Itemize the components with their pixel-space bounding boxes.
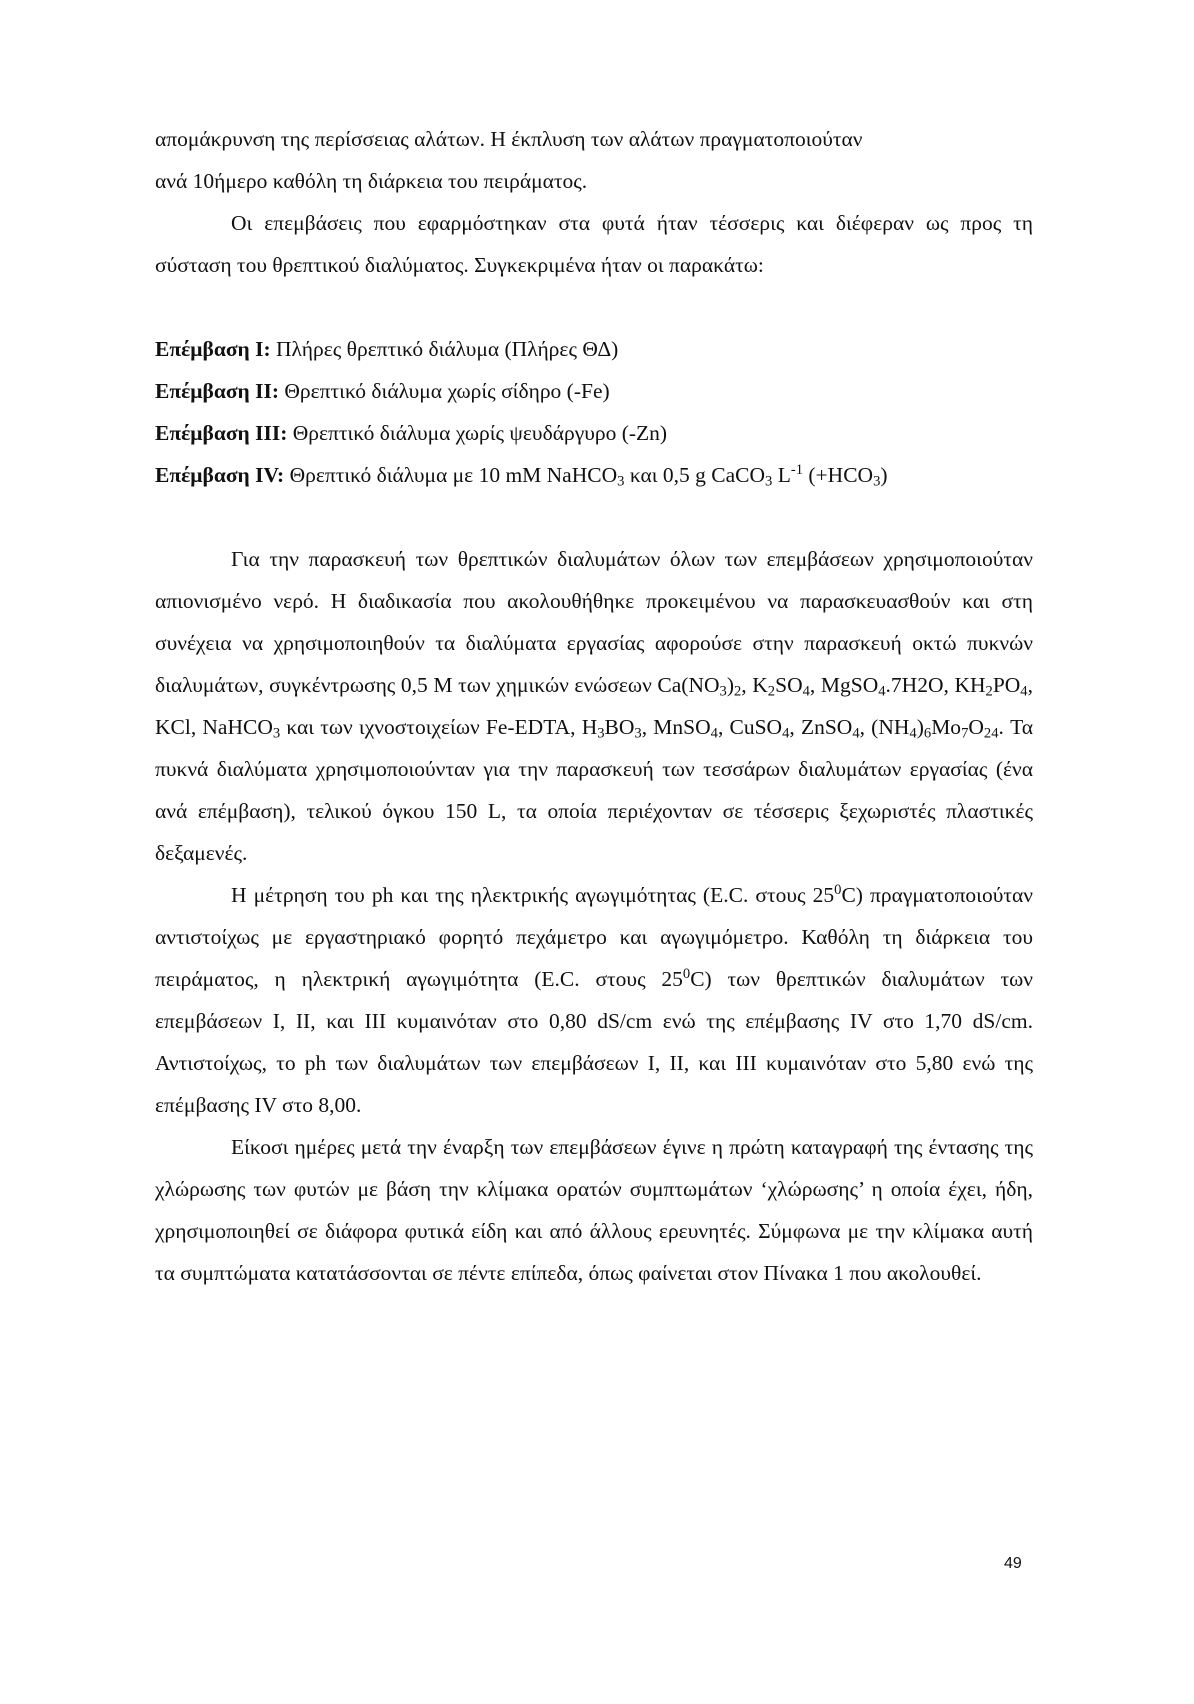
intro-line-2: ανά 10ήμερο καθόλη τη διάρκεια του πειράματος. — [155, 169, 588, 193]
superscript: -1 — [790, 461, 804, 478]
text-run: , K — [741, 673, 768, 697]
subscript: 4 — [1020, 683, 1028, 700]
treatment-description: ) — [880, 463, 888, 487]
superscript: 0 — [834, 881, 842, 898]
text-run: ) — [726, 673, 734, 697]
treatment-description: Θρεπτικό διάλυμα με 10 mM NaHCO — [284, 463, 618, 487]
treatment-description: Πλήρες θρεπτικό διάλυμα (Πλήρες ΘΔ) — [270, 337, 619, 361]
subscript: 3 — [719, 683, 727, 700]
text-run: Mo — [931, 715, 962, 739]
chlorosis-paragraph: Είκοσι ημέρες μετά την έναρξη των επεμβάσεων έγινε η πρώτη καταγραφή της έντασης της χλώρωσης των φυτών με βάση την κλίμακα ορατών συμπτωμάτων ‘χλώρωσης’ η οποία έχει, ήδη, χρησιμοποιηθεί σε διάφορα φυτικά είδη και από άλλους ερευνητές. Σύμφωνα με την κλίμακα αυτή τα συμπτώματα κατατάσσονται σε πέντε επίπεδα, όπως φαίνεται στον Πίνακα 1 που ακολουθεί. — [155, 1135, 1033, 1285]
text-run: , MgSO — [809, 673, 879, 697]
treatment-label: Επέμβαση III: — [155, 421, 288, 445]
superscript: 0 — [682, 965, 691, 982]
subscript: 4 — [782, 725, 790, 742]
text-run: PO — [992, 673, 1021, 697]
text-run: , KCl, NaHCO — [155, 673, 1033, 739]
subscript: 3 — [873, 473, 881, 490]
treatment-item-3 — [155, 412, 1033, 454]
treatment-label: Επέμβαση II: — [155, 379, 279, 403]
subscript: 4 — [852, 725, 860, 742]
text-run: SO — [775, 673, 803, 697]
treatment-label: Επέμβαση I: — [155, 337, 271, 361]
subscript: 2 — [767, 683, 776, 700]
intro-line-1: απομάκρυνση της περίσσειας αλάτων. Η έκπλυση των αλάτων πραγματοποιούταν — [155, 127, 863, 151]
text-run: Για την παρασκευή των θρεπτικών διαλυμάτων όλων των επεμβάσεων χρησιμοποιούταν απιονισμένο νερό. Η διαδικασία που ακολουθήθηκε προκειμένου να παρασκευασθούν και στη συνέχεια να χρησιμοποιηθούν τα διαλύματα εργασίας αφορούσε στην παρασκευή οκτώ πυκνών διαλυμάτων, συγκέντρωσης 0,5 M των χημικών ενώσεων Ca(NO — [155, 547, 1033, 697]
body-text — [155, 118, 1033, 1294]
text-run: . Τα πυκνά διαλύματα χρησιμοποιούνταν για την παρασκευή των τεσσάρων διαλυμάτων εργασίας (ένα ανά επέμβαση), τελικού όγκου 150 L, τα οποία περιέχονταν σε τέσσερις ξεχωριστές πλαστικές δεξαμενές. — [155, 715, 1033, 865]
text-run: , (NH — [859, 715, 910, 739]
text-run: C) πραγματοποιούταν αντιστοίχως με εργαστηριακό φορητό πεχάμετρο και αγωγιμόμετρο. Καθόλη τη διάρκεια του πειράματος, η ηλεκτρική αγωγιμότητα (E.C. στους 25 — [155, 883, 1033, 991]
subscript: 4 — [878, 683, 886, 700]
page-number: 49 — [1004, 1555, 1022, 1572]
text-run: , MnSO — [641, 715, 711, 739]
treatment-description: L — [772, 463, 791, 487]
subscript: 2 — [985, 683, 993, 700]
subscript: 3 — [634, 725, 642, 742]
measurement-paragraph — [155, 874, 1033, 1126]
treatment-description: Θρεπτικό διάλυμα χωρίς σίδηρο (-Fe) — [279, 379, 610, 403]
subscript: 4 — [710, 725, 718, 742]
subscript: 6 — [923, 725, 932, 742]
treatment-item-4 — [155, 454, 1033, 496]
subscript: 7 — [961, 725, 969, 742]
treatment-description: και 0,5 g CaCO — [624, 463, 766, 487]
text-run: , CuSO — [717, 715, 783, 739]
treatment-item-1 — [155, 328, 1033, 370]
treatment-label: Επέμβαση IV: — [155, 463, 285, 487]
treatment-description: (+HCO — [803, 463, 874, 487]
treatment-description: Θρεπτικό διάλυμα χωρίς ψευδάργυρο (-Zn) — [287, 421, 668, 445]
subscript: 3 — [272, 725, 281, 742]
text-run: Η μέτρηση του ph και της ηλεκτρικής αγωγιμότητας (E.C. στους 25 — [231, 883, 835, 907]
treatment-list — [155, 328, 1033, 496]
text-run: και των ιχνοστοιχείων Fe-EDTA, H — [280, 715, 598, 739]
text-run: , ZnSO — [789, 715, 853, 739]
preparation-paragraph — [155, 538, 1033, 874]
text-run: .7H2O, KH — [885, 673, 986, 697]
text-run: C) των θρεπτικών διαλυμάτων των επεμβάσεων I, II, και III κυμαινόταν στο 0,80 dS/cm ενώ της επέμβασης IV στο 1,70 dS/cm. Αντιστοίχως, το ph των διαλυμάτων των επεμβάσεων I, II, και III κυμαινόταν στο 5,80 ενώ της επέμβασης IV στο 8,00. — [155, 967, 1033, 1117]
subscript: 2 — [733, 683, 742, 700]
subscript: 3 — [597, 725, 605, 742]
subscript: 24 — [983, 725, 999, 742]
text-run: O — [968, 715, 984, 739]
subscript: 3 — [765, 473, 773, 490]
subscript: 4 — [802, 683, 810, 700]
text-run: ) — [916, 715, 924, 739]
subscript: 4 — [909, 725, 917, 742]
text-run: BO — [604, 715, 635, 739]
intro-paragraph-2: Οι επεμβάσεις που εφαρμόστηκαν στα φυτά ήταν τέσσερις και διέφεραν ως προς τη σύσταση του θρεπτικού διαλύματος. Συγκεκριμένα ήταν οι παρακάτω: — [155, 211, 1033, 277]
subscript: 3 — [617, 473, 625, 490]
treatment-item-2 — [155, 370, 1033, 412]
